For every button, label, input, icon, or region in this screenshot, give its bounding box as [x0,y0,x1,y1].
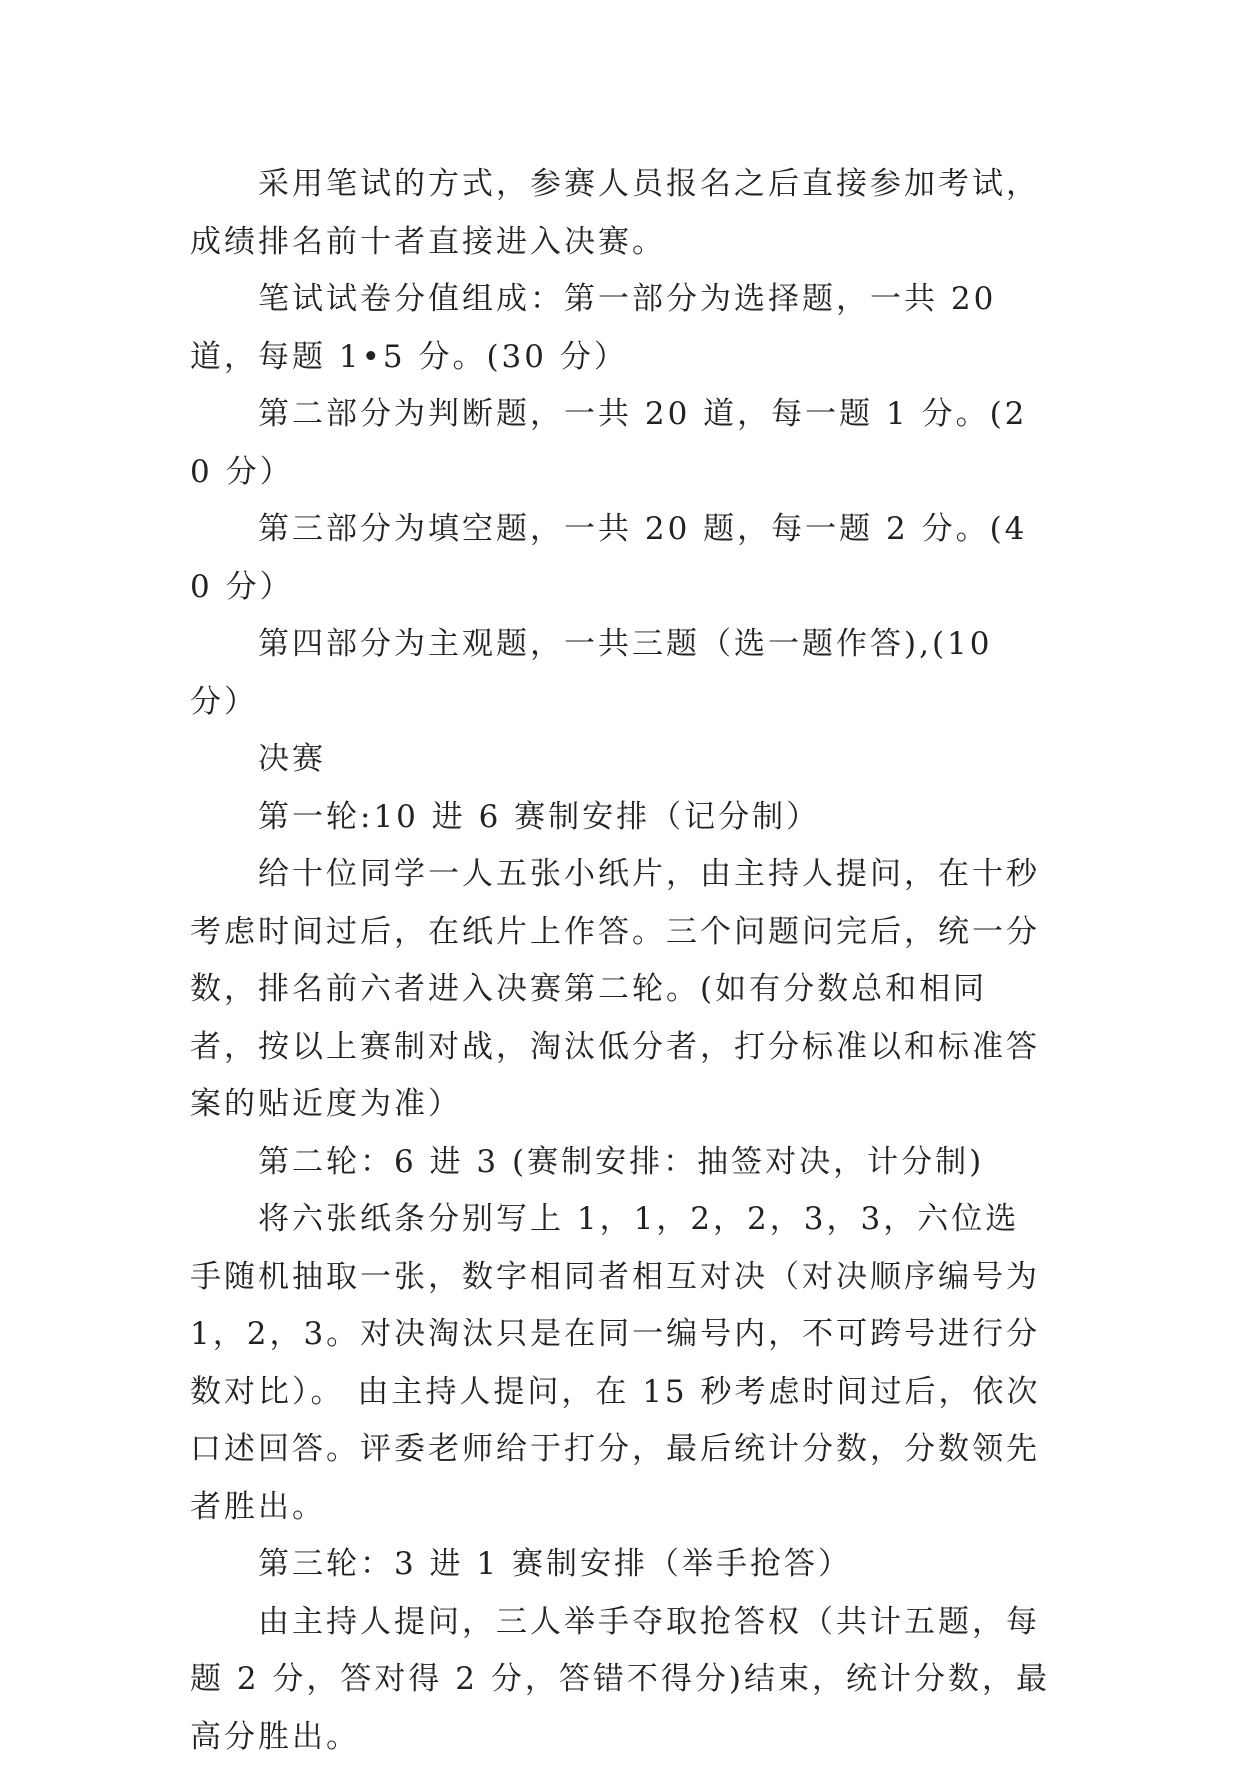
paragraph-part-two: 第二部分为判断题，一共 20 道，每一题 1 分。(20 分） [190,386,1050,501]
document-body [190,156,1050,1766]
heading-round-one: 第一轮:10 进 6 赛制安排（记分制） [190,789,1050,847]
heading-round-two: 第二轮：6 进 3 (赛制安排：抽签对决，计分制) [190,1134,1050,1192]
heading-final: 决赛 [190,731,1050,789]
paragraph-part-three: 第三部分为填空题，一共 20 题，每一题 2 分。(40 分） [190,501,1050,616]
heading-round-three: 第三轮：3 进 1 赛制安排（举手抢答） [190,1536,1050,1594]
paragraph-round-three-rules: 由主持人提问，三人举手夺取抢答权（共计五题，每题 2 分，答对得 2 分，答错不得分)结束，统计分数，最高分胜出。 [190,1594,1050,1766]
paragraph-round-two-rules: 将六张纸条分别写上 1，1，2，2，3，3，六位选手随机抽取一张，数字相同者相互对决（对决顺序编号为 1，2，3。对决淘汰只是在同一编号内，不可跨号进行分数对比）。 由主持人提问，在 15 秒考虑时间过后，依次口述回答。评委老师给于打分，最后统计分数，分数领先者胜出。 [190,1191,1050,1536]
paragraph-part-four: 第四部分为主观题，一共三题（选一题作答),(10 分） [190,616,1050,731]
paragraph-round-one-rules: 给十位同学一人五张小纸片，由主持人提问，在十秒考虑时间过后，在纸片上作答。三个问题问完后，统一分数，排名前六者进入决赛第二轮。(如有分数总和相同者，按以上赛制对战，淘汰低分者，打分标准以和标准答案的贴近度为准） [190,846,1050,1134]
paragraph-written-test-method: 采用笔试的方式，参赛人员报名之后直接参加考试，成绩排名前十者直接进入决赛。 [190,156,1050,271]
paragraph-score-composition: 笔试试卷分值组成：第一部分为选择题，一共 20 道，每题 1•5 分。(30 分） [190,271,1050,386]
